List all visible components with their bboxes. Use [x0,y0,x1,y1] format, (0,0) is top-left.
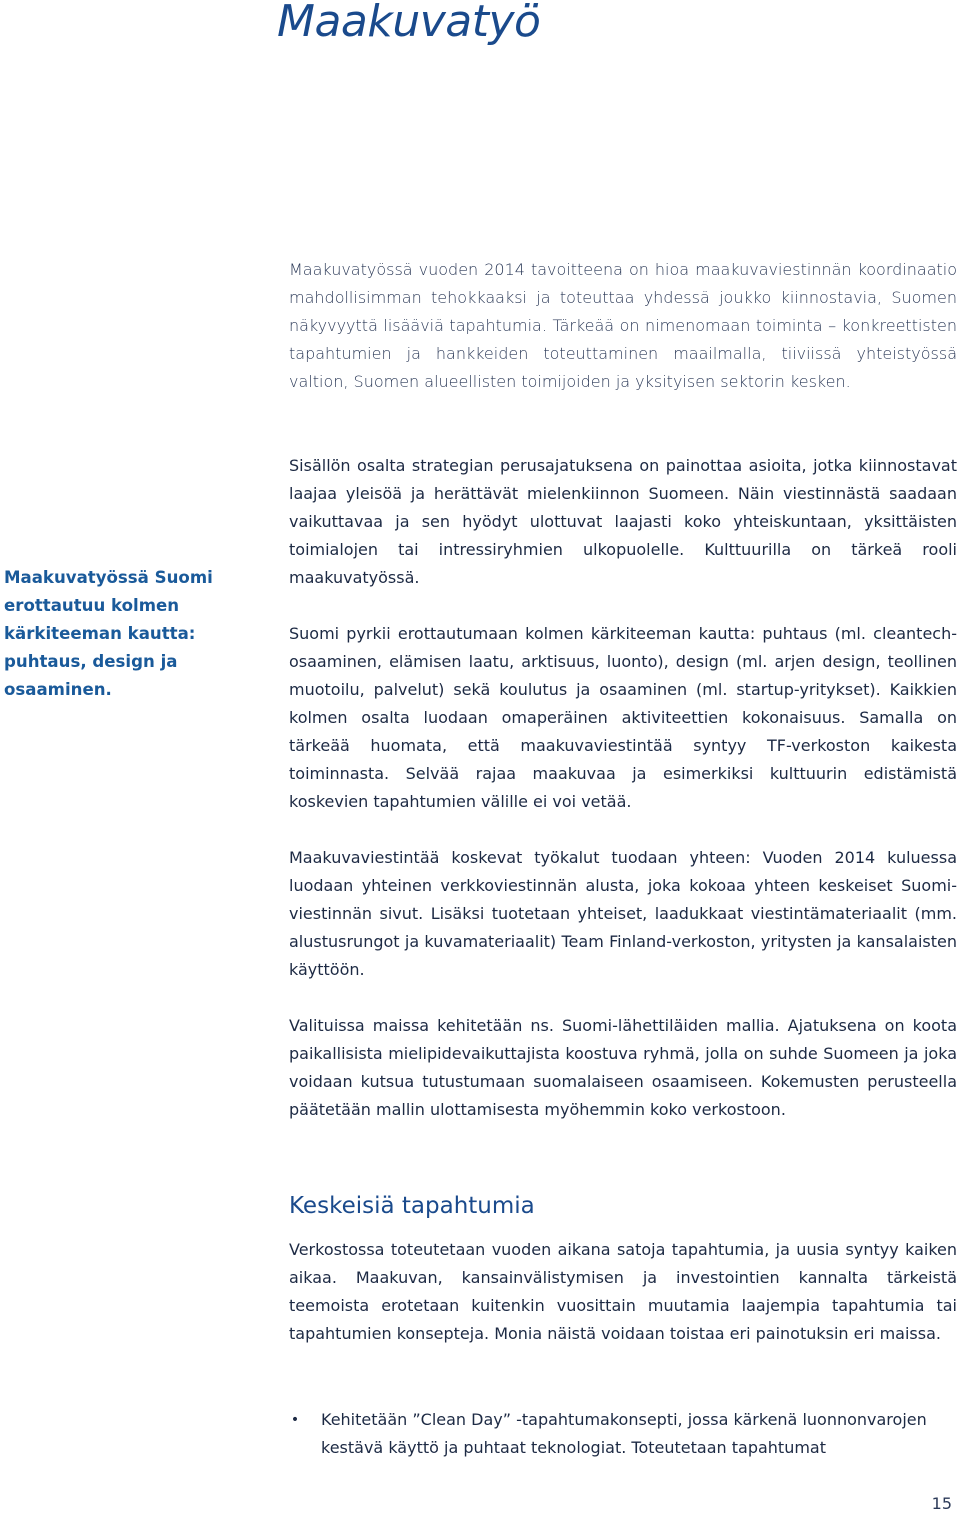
body-paragraph-ambassadors: Valituissa maissa kehitetään ns. Suomi-lähettiläiden mallia. Ajatuksena on koota paikallisista mielipidevaikuttajista koostuva ryhmä, jolla on suhde Suomeen ja joka voidaan kutsua tutustumaan suomalaiseen osaamiseen. Kokemusten perusteella päätetään mallin ulottamisesta myöhemmin koko verkostoon. [289,1016,957,1119]
body-paragraph-tools: Maakuvaviestintää koskevat työkalut tuodaan yhteen: Vuoden 2014 kuluessa luodaan yhteinen verkkoviestinnän alusta, joka kokoaa yhteen keskeiset Suomi-viestinnän sivut. Lisäksi tuotetaan yhteiset, laadukkaat viestintämateriaalit (mm. alustusrungot ja kuvamateriaalit) Team Finland-verkoston, yritysten ja kansalaisten käyttöön. [289,848,957,979]
body-paragraph-key-themes: Suomi pyrkii erottautumaan kolmen kärkiteeman kautta: puhtaus (ml. cleantech-osaaminen, elämisen laatu, arktisuus, luonto), design (ml. arjen design, teollinen muotoilu, palvelut) sekä koulutus ja osaaminen (ml. startup-yritykset). Kaikkien kolmen osalta luodaan omaperäinen aktiviteettien kokonaisuus. Samalla on tärkeää huomata, että maakuvaviestintää syntyy TF-verkoston kaikesta toiminnasta. Selvää rajaa maakuvaa ja esimerkiksi kulttuurin edistämistä koskevien tapahtumien välille ei voi vetää. [289,624,957,811]
intro-paragraph: Maakuvatyössä vuoden 2014 tavoitteena on hioa maakuvaviestinnän koordinaatio mahdollisimman tehokkaaksi ja toteuttaa yhdessä joukko kiinnostavia, Suomen näkyvyyttä lisääviä tapahtumia. Tärkeää on nimenomaan toiminta – konkreettisten tapahtumien ja hankkeiden toteuttaminen maailmalla, tiiviissä yhteistyössä valtion, Suomen alueellisten toimijoiden ja yksityisen sektorin kesken. [289,260,957,391]
section-heading-key-events: Keskeisiä tapahtumia [289,1193,535,1219]
section-paragraph-key-events: Verkostossa toteutetaan vuoden aikana satoja tapahtumia, ja uusia syntyy kaiken aikaa. Maakuvan, kansainvälistymisen ja investointien kannalta tärkeistä teemoista erotetaan kuitenkin vuosittain muutamia laajempia tapahtumia tai tapahtumien konsepteja. Monia näistä voidaan toistaa eri painotuksin eri maissa. [289,1240,957,1343]
list-item [289,1406,957,1462]
page-number: 15 [931,1494,952,1513]
page-title: Maakuvatyö [277,0,541,47]
sidebar-pull-quote: Maakuvatyössä Suomi erottautuu kolmen kärkiteeman kautta: puhtaus, design ja osaaminen. [4,568,213,699]
bullet-list [289,1406,957,1462]
list-item-text: Kehitetään ”Clean Day” -tapahtumakonsepti, jossa kärkenä luonnonvarojen kestävä käyttö ja puhtaat teknologiat. Toteutetaan tapahtumat [321,1410,927,1457]
body-paragraph-content-strategy: Sisällön osalta strategian perusajatuksena on painottaa asioita, jotka kiinnostavat laajaa yleisöä ja herättävät mielenkiinnon Suomeen. Näin viestinnästä saadaan vaikuttavaa ja sen hyödyt ulottuvat laajasti koko yhteiskuntaan, yksittäisten toimialojen tai intressiryhmien ulkopuolelle. Kulttuurilla on tärkeä rooli maakuvatyössä. [289,456,957,587]
bullet-icon: • [290,1412,300,1428]
